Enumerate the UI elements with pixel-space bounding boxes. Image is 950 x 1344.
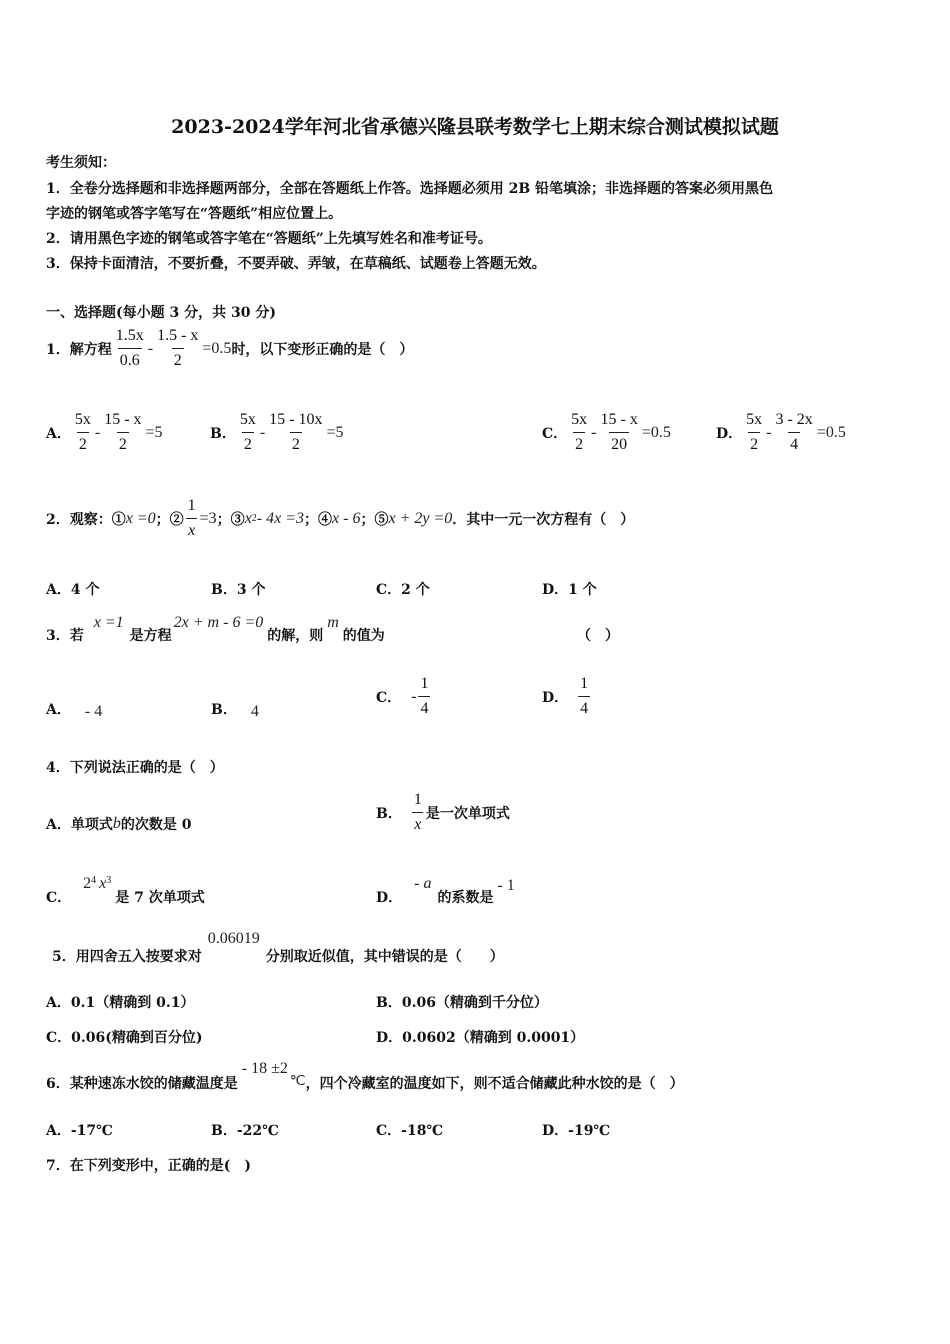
- q5-prefix: 5．用四舍五入按要求对: [52, 949, 202, 965]
- question-7-stem: 7．在下列变形中，正确的是( ): [46, 1158, 251, 1174]
- q1-b-label: B．: [210, 425, 236, 442]
- q5-number: 0.06019: [207, 930, 260, 947]
- q2-sep-4: ；⑤: [360, 511, 389, 528]
- q3-c-sign: -: [411, 687, 417, 705]
- q5-option-d[interactable]: D．0.0602（精确到 0.0001）: [376, 1030, 585, 1046]
- q1-c-d2: 20: [609, 432, 629, 455]
- q4-option-d[interactable]: [376, 875, 515, 907]
- q1-c-n1: 5x: [571, 411, 588, 428]
- q3-a-label: A．: [46, 702, 71, 718]
- q4-d-expr: - a: [414, 875, 432, 892]
- question-6-stem: [46, 1060, 684, 1093]
- q1-minus: -: [147, 339, 154, 357]
- notice-line-3: 3．保持卡面清洁，不要折叠，不要弄破、弄皱，在草稿纸、试题卷上答题无效。: [46, 256, 546, 272]
- q4-b-den: x: [412, 812, 423, 835]
- q3-mid-2: 的解，则: [267, 628, 324, 644]
- q1-b-n1: 5x: [239, 411, 256, 428]
- q4-c-exp2: 3: [106, 875, 112, 886]
- q1-d-n1: 5x: [746, 411, 763, 428]
- q3-option-b[interactable]: [211, 697, 259, 721]
- q2-suffix: ．其中一元一次方程有（ ）: [452, 511, 635, 528]
- q1-b-op: -: [259, 423, 266, 441]
- q1-a-n2: 15 - x: [104, 411, 142, 428]
- q1-f2-den: 2: [172, 348, 184, 371]
- q3-c-den: 4: [418, 696, 430, 719]
- q4-option-c[interactable]: [46, 875, 205, 907]
- q1-f2-num: 1.5 - x: [157, 327, 199, 344]
- q3-d-frac: [578, 674, 590, 719]
- q4-b-frac: [412, 790, 424, 835]
- q2-expr-2-frac: [186, 496, 198, 541]
- q1-b-d1: 2: [242, 432, 254, 455]
- q1-c-frac-2: [598, 410, 639, 455]
- q4-b-text: 是一次单项式: [425, 805, 510, 822]
- page-title: 2023-2024学年河北省承德兴隆县联考数学七上期末综合测试模拟试题: [171, 116, 779, 138]
- q2-sep-2: ；③: [216, 511, 245, 528]
- q2-option-a[interactable]: A．4 个: [46, 582, 100, 598]
- q4-d-text: 的系数是: [437, 890, 494, 906]
- q2-option-d[interactable]: D．1 个: [542, 582, 597, 598]
- q2-prefix: 2．观察：①: [46, 511, 126, 528]
- q4-c-var: x: [99, 875, 107, 892]
- q5-option-c[interactable]: C．0.06(精确到百分位): [46, 1030, 203, 1046]
- q1-a-frac-2: [102, 410, 143, 455]
- notice-line-1b: 字迹的钢笔或答字笔写在“答题纸”相应位置上。: [46, 206, 343, 222]
- q1-b-frac-1: [238, 410, 258, 455]
- q1-d-rhs: =0.5: [816, 423, 846, 441]
- q1-a-op: -: [94, 423, 101, 441]
- q6-suffix: ，四个冷藏室的温度如下，则不适合储藏此种水饺的是（ ）: [305, 1076, 684, 1092]
- q3-d-num: 1: [580, 675, 589, 692]
- q3-option-a[interactable]: [46, 697, 102, 721]
- q2-option-c[interactable]: C．2 个: [376, 582, 430, 598]
- q1-d-d2: 4: [788, 432, 800, 455]
- q2-sep-3: ；④: [304, 511, 333, 528]
- q1-c-label: C．: [542, 425, 568, 442]
- q1-d-frac-1: [744, 410, 764, 455]
- q3-answer-paren: （ ）: [577, 628, 619, 644]
- q1-d-n2: 3 - 2x: [775, 411, 813, 428]
- q6-option-d[interactable]: D．-19℃: [542, 1123, 611, 1139]
- q4-b-label: B．: [376, 805, 402, 822]
- q2-e3-rest: - 4x =3: [256, 509, 305, 527]
- q2-expr-5: x + 2y =0: [388, 509, 453, 527]
- q2-option-b[interactable]: B．3 个: [211, 582, 266, 598]
- question-3-stem: [46, 614, 385, 645]
- q3-c-num: 1: [420, 675, 429, 692]
- notice-heading: 考生须知：: [46, 155, 116, 171]
- q1-d-frac-2: [773, 410, 814, 455]
- q3-option-c[interactable]: [376, 674, 432, 719]
- q3-prefix: 3．若: [46, 628, 84, 644]
- q3-c-frac: [418, 674, 430, 719]
- q3-a-value: - 4: [84, 703, 103, 720]
- q6-option-a[interactable]: A．-17℃: [46, 1123, 113, 1139]
- question-1-stem: [46, 326, 413, 371]
- q1-option-a[interactable]: [46, 410, 163, 455]
- q1-fraction-2: [155, 326, 200, 371]
- question-2-stem: [46, 496, 634, 541]
- q5-option-b[interactable]: B．0.06（精确到千分位）: [376, 995, 548, 1011]
- q4-d-label: D．: [376, 890, 403, 906]
- q4-c-label: C．: [46, 890, 72, 906]
- q1-b-d2: 2: [290, 432, 302, 455]
- q2-e3-exp: 2: [251, 513, 257, 524]
- q3-mid: 是方程: [129, 628, 172, 644]
- q1-c-n2: 15 - x: [600, 411, 638, 428]
- q3-expr-2: 2x + m - 6 =0: [173, 614, 264, 631]
- q1-d-d1: 2: [748, 432, 760, 455]
- q3-b-value: 4: [250, 703, 259, 720]
- q1-a-n1: 5x: [74, 411, 91, 428]
- q4-c-base: 2: [83, 875, 92, 892]
- q4-option-b[interactable]: [376, 790, 510, 835]
- q1-a-rhs: =5: [145, 423, 163, 441]
- section-heading: 一、选择题(每小题 3 分，共 30 分): [46, 305, 276, 321]
- q3-expr-3: m: [327, 614, 339, 631]
- q1-a-frac-1: [73, 410, 93, 455]
- q6-unit: ℃: [289, 1074, 306, 1089]
- notice-line-1: 1．全卷分选择题和非选择题两部分，全部在答题纸上作答。选择题必须用 2B 铅笔填涂；非选择题的答案必须用黑色: [46, 181, 774, 197]
- q2-expr-1: x =0: [125, 509, 156, 527]
- q4-option-a[interactable]: [46, 814, 192, 834]
- q2-e2-den: x: [186, 518, 197, 541]
- q5-suffix: 分别取近似值，其中错误的是（ ）: [265, 949, 504, 965]
- q1-a-label: A．: [46, 425, 71, 442]
- q3-b-label: B．: [211, 702, 237, 718]
- q2-sep-1: ；②: [155, 511, 184, 528]
- q2-e2-num: 1: [187, 497, 196, 514]
- q1-c-op: -: [591, 423, 597, 441]
- q1-fraction-1: [114, 326, 146, 371]
- q6-option-b[interactable]: B．-22℃: [211, 1123, 279, 1139]
- q1-a-d1: 2: [77, 432, 89, 455]
- q1-f1-den: 0.6: [118, 348, 142, 371]
- q2-expr-4: x - 6: [332, 509, 361, 527]
- q3-d-label: D．: [542, 689, 569, 706]
- q1-c-d1: 2: [573, 432, 585, 455]
- q6-prefix: 6．某种速冻水饺的储藏温度是: [46, 1076, 238, 1092]
- q1-c-frac-1: [569, 410, 589, 455]
- q2-e3-base: x: [244, 509, 252, 527]
- question-5-stem: [52, 930, 504, 966]
- q1-option-b[interactable]: [210, 410, 344, 455]
- q5-option-a[interactable]: A．0.1（精确到 0.1）: [46, 995, 195, 1011]
- q4-a-var: b: [112, 815, 121, 832]
- q2-e2-rhs: =3: [199, 509, 217, 527]
- q1-rhs: =0.5: [202, 339, 232, 357]
- q1-d-op: -: [766, 423, 772, 441]
- q6-option-c[interactable]: C．-18℃: [376, 1123, 444, 1139]
- notice-line-2: 2．请用黑色字迹的钢笔或答字笔在“答题纸”上先填写姓名和准考证号。: [46, 231, 492, 247]
- q1-option-c[interactable]: [542, 410, 671, 455]
- q1-suffix: 时，以下变形正确的是（ ）: [231, 341, 414, 358]
- q6-expr: - 18 ±2: [241, 1060, 288, 1077]
- q4-d-value: - 1: [497, 877, 515, 894]
- q1-b-frac-2: [267, 410, 324, 455]
- q4-b-num: 1: [413, 791, 422, 808]
- question-4-stem: 4．下列说法正确的是（ ）: [46, 760, 224, 776]
- q1-c-rhs: =0.5: [641, 423, 671, 441]
- q1-f1-num: 1.5x: [115, 327, 144, 344]
- q4-a-text: 的次数是 0: [120, 817, 192, 833]
- q3-option-d[interactable]: [542, 674, 592, 719]
- q1-a-d2: 2: [117, 432, 129, 455]
- q1-option-d[interactable]: [716, 410, 846, 455]
- q3-c-label: C．: [376, 689, 402, 706]
- q1-d-label: D．: [716, 425, 743, 442]
- q4-c-text: 是 7 次单项式: [115, 890, 205, 906]
- q4-c-exp1: 4: [91, 875, 97, 886]
- q1-b-rhs: =5: [326, 423, 344, 441]
- q1-prefix: 1．解方程: [46, 341, 112, 358]
- q4-a-label: A．单项式: [46, 817, 113, 833]
- q3-suffix: 的值为: [342, 628, 385, 644]
- q3-expr-1: x =1: [93, 614, 124, 631]
- q1-b-n2: 15 - 10x: [269, 411, 323, 428]
- q3-d-den: 4: [578, 696, 590, 719]
